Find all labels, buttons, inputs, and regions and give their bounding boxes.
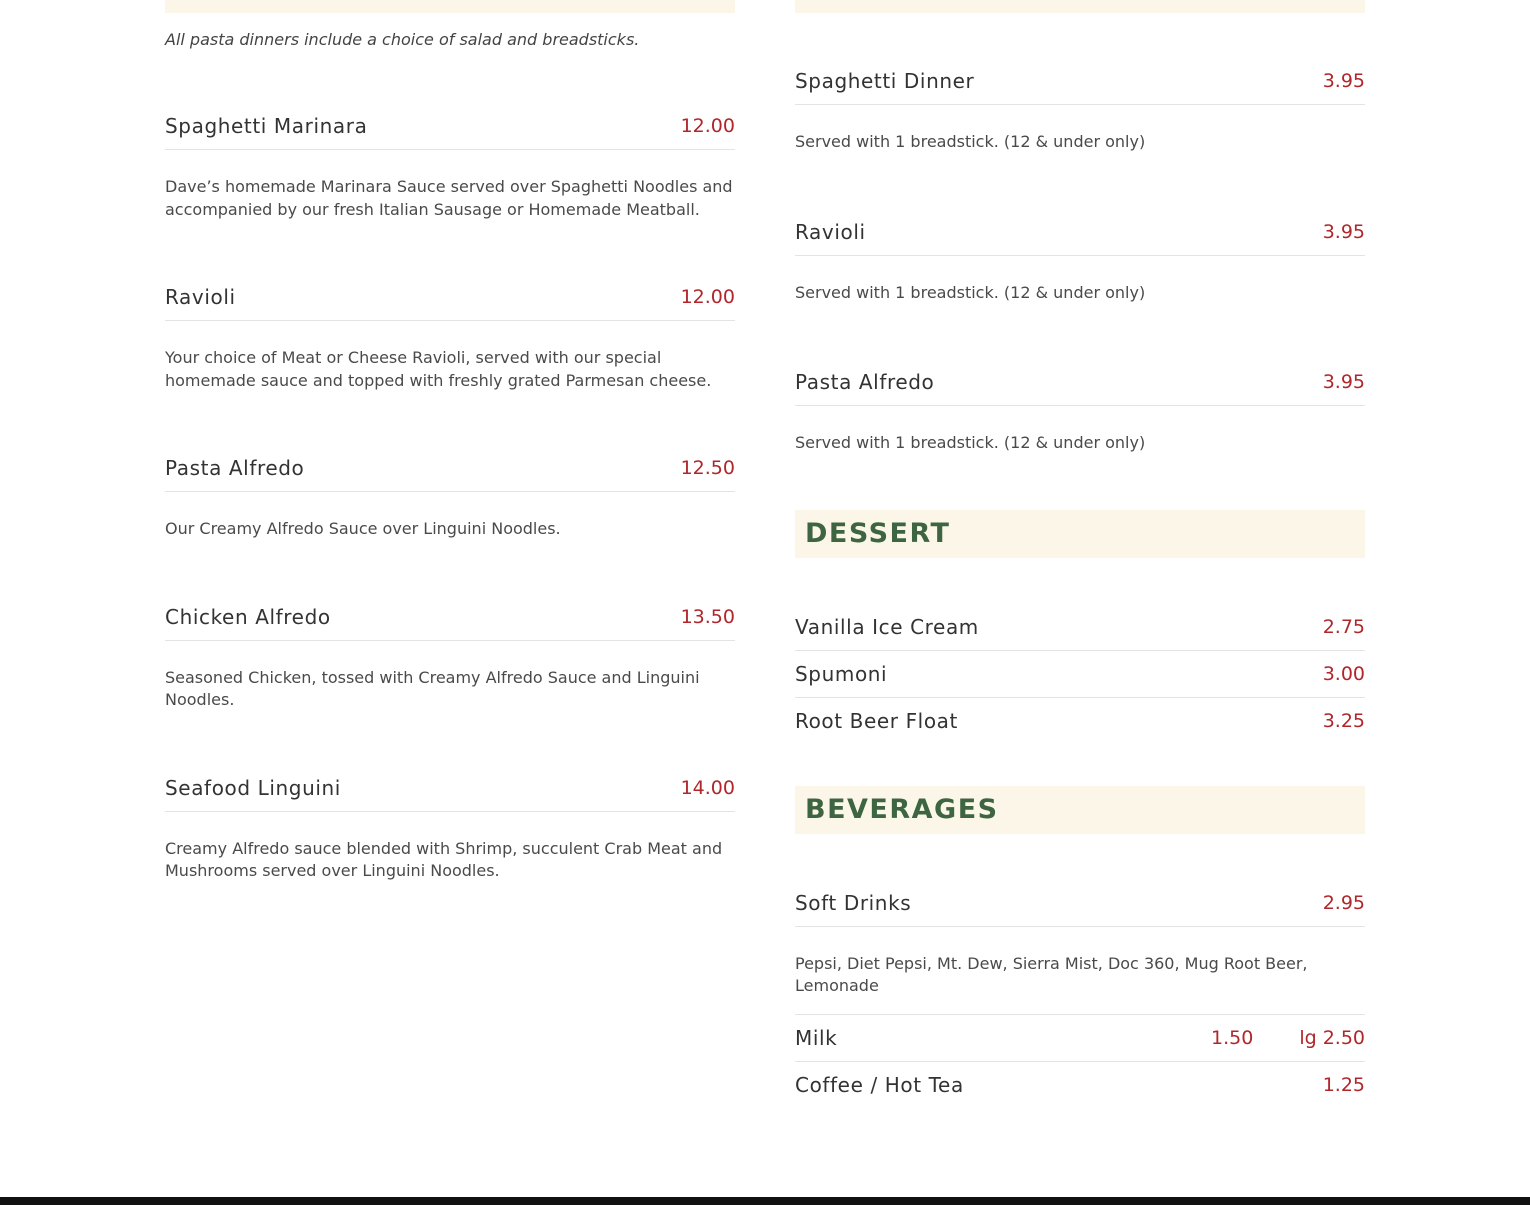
item-price: 3.95	[1322, 220, 1365, 243]
kids-section-header	[795, 0, 1365, 13]
menu-item-kids-spaghetti-dinner	[795, 58, 1365, 154]
item-description: Dave’s homemade Marinara Sauce served over Spaghetti Noodles and accompanied by our fresh Italian Sausage or Homemade Meatball.	[165, 177, 733, 219]
item-header	[795, 880, 1365, 927]
item-header	[165, 765, 735, 812]
item-name: Pasta Alfredo	[165, 456, 305, 480]
item-description: Pepsi, Diet Pepsi, Mt. Dew, Sierra Mist, Doc 360, Mug Root Beer, Lemonade	[795, 953, 1308, 995]
item-description: Served with 1 breadstick. (12 & under only)	[795, 132, 1146, 151]
item-description: Served with 1 breadstick. (12 & under only)	[795, 433, 1146, 452]
item-price: 3.00	[1322, 662, 1365, 685]
menu-item-vanilla-ice-cream	[795, 604, 1365, 651]
item-header	[795, 209, 1365, 256]
item-description: Your choice of Meat or Cheese Ravioli, served with our special homemade sauce and topped with freshly grated Parmesan cheese.	[165, 348, 712, 390]
item-description: Our Creamy Alfredo Sauce over Linguini Noodles.	[165, 519, 561, 538]
right-column	[795, 0, 1365, 1108]
item-name: Ravioli	[795, 219, 866, 244]
pasta-column	[165, 0, 735, 883]
menu-item-chicken-alfredo	[165, 594, 735, 712]
item-price-small: 1.50	[1211, 1026, 1254, 1049]
item-price: 3.95	[1322, 371, 1365, 393]
menu-item-kids-pasta-alfredo	[795, 359, 1365, 455]
dessert-section-header	[795, 510, 1365, 558]
section-title: DESSERT	[805, 518, 951, 549]
item-price-large: lg 2.50	[1299, 1026, 1365, 1049]
item-description: Seasoned Chicken, tossed with Creamy Alfredo Sauce and Linguini Noodles.	[165, 667, 700, 709]
item-price: 13.50	[680, 605, 735, 628]
item-description: Served with 1 breadstick. (12 & under only)	[795, 282, 1146, 302]
item-price: 3.25	[1322, 709, 1365, 732]
item-header	[795, 359, 1365, 406]
pasta-note: All pasta dinners include a choice of salad and breadsticks.	[165, 30, 640, 49]
beverages-section-header	[795, 786, 1365, 834]
item-price: 12.00	[680, 286, 735, 308]
item-name: Ravioli	[165, 285, 236, 309]
item-header	[165, 594, 735, 641]
item-name: Coffee / Hot Tea	[795, 1072, 964, 1097]
item-name: Pasta Alfredo	[795, 370, 935, 394]
menu-item-milk	[795, 1015, 1365, 1062]
menu-item-seafood-linguini	[165, 765, 735, 883]
item-price: 2.95	[1322, 891, 1365, 914]
item-name: Milk	[795, 1025, 838, 1050]
pasta-section-header	[165, 0, 735, 13]
item-price: 12.00	[680, 115, 735, 137]
item-header	[165, 274, 735, 321]
footer-bar	[0, 1197, 1530, 1205]
menu-item-root-beer-float	[795, 698, 1365, 744]
item-header	[165, 445, 735, 492]
item-name: Chicken Alfredo	[165, 604, 331, 629]
item-name: Spaghetti Dinner	[795, 69, 975, 93]
item-header	[795, 58, 1365, 105]
section-title: BEVERAGES	[805, 794, 999, 825]
item-prices	[1211, 1027, 1365, 1049]
item-price: 3.95	[1322, 70, 1365, 92]
menu-item-soft-drinks	[795, 880, 1365, 998]
item-name: Soft Drinks	[795, 890, 912, 915]
item-price: 14.00	[680, 776, 735, 799]
item-price: 1.25	[1322, 1073, 1365, 1096]
item-name: Spaghetti Marinara	[165, 114, 368, 138]
item-price: 2.75	[1322, 615, 1365, 638]
item-name: Seafood Linguini	[165, 775, 341, 800]
item-name: Root Beer Float	[795, 708, 958, 733]
item-price: 12.50	[680, 457, 735, 479]
menu-item-ravioli	[165, 274, 735, 392]
item-description: Creamy Alfredo sauce blended with Shrimp, succulent Crab Meat and Mushrooms served over Linguini Noodles.	[165, 838, 723, 880]
menu-item-coffee-hot-tea	[795, 1062, 1365, 1108]
menu-item-kids-ravioli	[795, 209, 1365, 305]
menu-item-pasta-alfredo	[165, 445, 735, 541]
item-name: Spumoni	[795, 661, 888, 686]
item-name: Vanilla Ice Cream	[795, 614, 979, 639]
item-header	[165, 103, 735, 150]
menu-item-spumoni	[795, 651, 1365, 698]
menu-item-spaghetti-marinara	[165, 103, 735, 221]
